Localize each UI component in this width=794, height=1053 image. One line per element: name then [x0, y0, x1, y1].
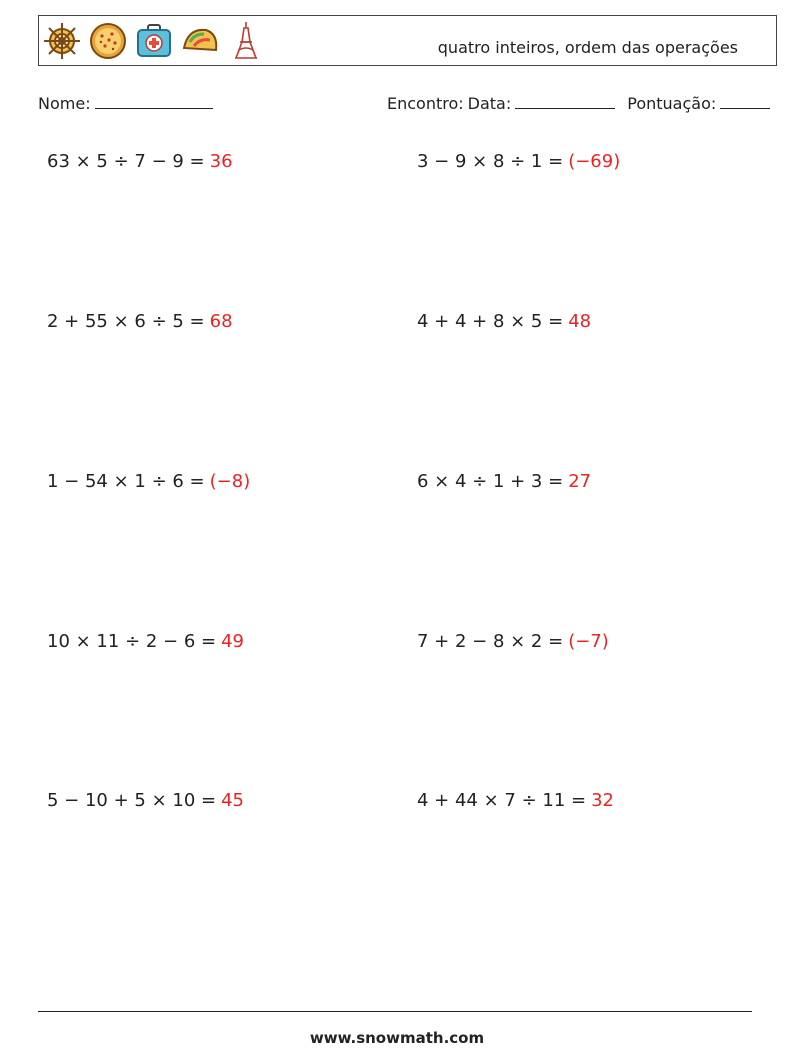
worksheet-title: quatro inteiros, ordem das operações: [437, 38, 738, 57]
problem-answer: 49: [221, 631, 244, 652]
footer-divider: [38, 1011, 752, 1012]
problem-answer: (−69): [568, 151, 621, 172]
first-aid-kit-icon: [134, 20, 174, 62]
name-label: Nome:: [38, 94, 91, 113]
problem-2: [417, 151, 620, 172]
problem-answer: 45: [221, 790, 244, 811]
problem-9: [47, 790, 244, 811]
problem-answer: 48: [568, 311, 592, 332]
problem-expression: 6 × 4 ÷ 1 + 3 =: [417, 471, 564, 492]
problem-answer: 68: [209, 311, 233, 332]
problem-expression: 3 − 9 × 8 ÷ 1 =: [417, 151, 564, 172]
problem-expression: 5 − 10 + 5 × 10 =: [47, 790, 217, 811]
eiffel-tower-icon: [226, 20, 266, 62]
header-icons: [42, 20, 272, 62]
pizza-icon: [88, 20, 128, 62]
problem-10: [417, 790, 614, 811]
problem-5: [47, 471, 250, 492]
ship-wheel-icon: [42, 20, 82, 62]
score-blank[interactable]: [720, 94, 770, 109]
problem-expression: 63 × 5 ÷ 7 − 9 =: [47, 151, 205, 172]
problem-expression: 7 + 2 − 8 × 2 =: [417, 631, 564, 652]
problem-answer: 27: [568, 471, 592, 492]
problem-expression: 4 + 44 × 7 ÷ 11 =: [417, 790, 587, 811]
problem-expression: 1 − 54 × 1 ÷ 6 =: [47, 471, 205, 492]
problem-expression: 4 + 4 + 8 × 5 =: [417, 311, 564, 332]
problem-3: [47, 311, 233, 332]
problem-expression: 2 + 55 × 6 ÷ 5 =: [47, 311, 205, 332]
taco-icon: [180, 20, 220, 62]
problem-answer: 32: [591, 790, 614, 811]
problem-8: [417, 631, 609, 652]
problem-answer: 36: [209, 151, 233, 172]
date-blank[interactable]: [515, 94, 615, 109]
footer-url[interactable]: www.snowmath.com: [309, 1029, 485, 1047]
problem-answer: (−8): [209, 471, 251, 492]
problem-1: [47, 151, 233, 172]
score-label: Pontuação:: [627, 94, 717, 113]
problem-7: [47, 631, 244, 652]
name-field: [38, 94, 213, 113]
problem-expression: 10 × 11 ÷ 2 − 6 =: [47, 631, 217, 652]
problem-answer: (−7): [568, 631, 609, 652]
encounter-label: Encontro:: [387, 94, 464, 113]
header-box: [38, 15, 777, 66]
date-label: Data:: [467, 94, 512, 113]
problem-6: [417, 471, 591, 492]
name-blank[interactable]: [95, 94, 213, 109]
encounter-field: [387, 94, 770, 113]
problem-4: [417, 311, 591, 332]
